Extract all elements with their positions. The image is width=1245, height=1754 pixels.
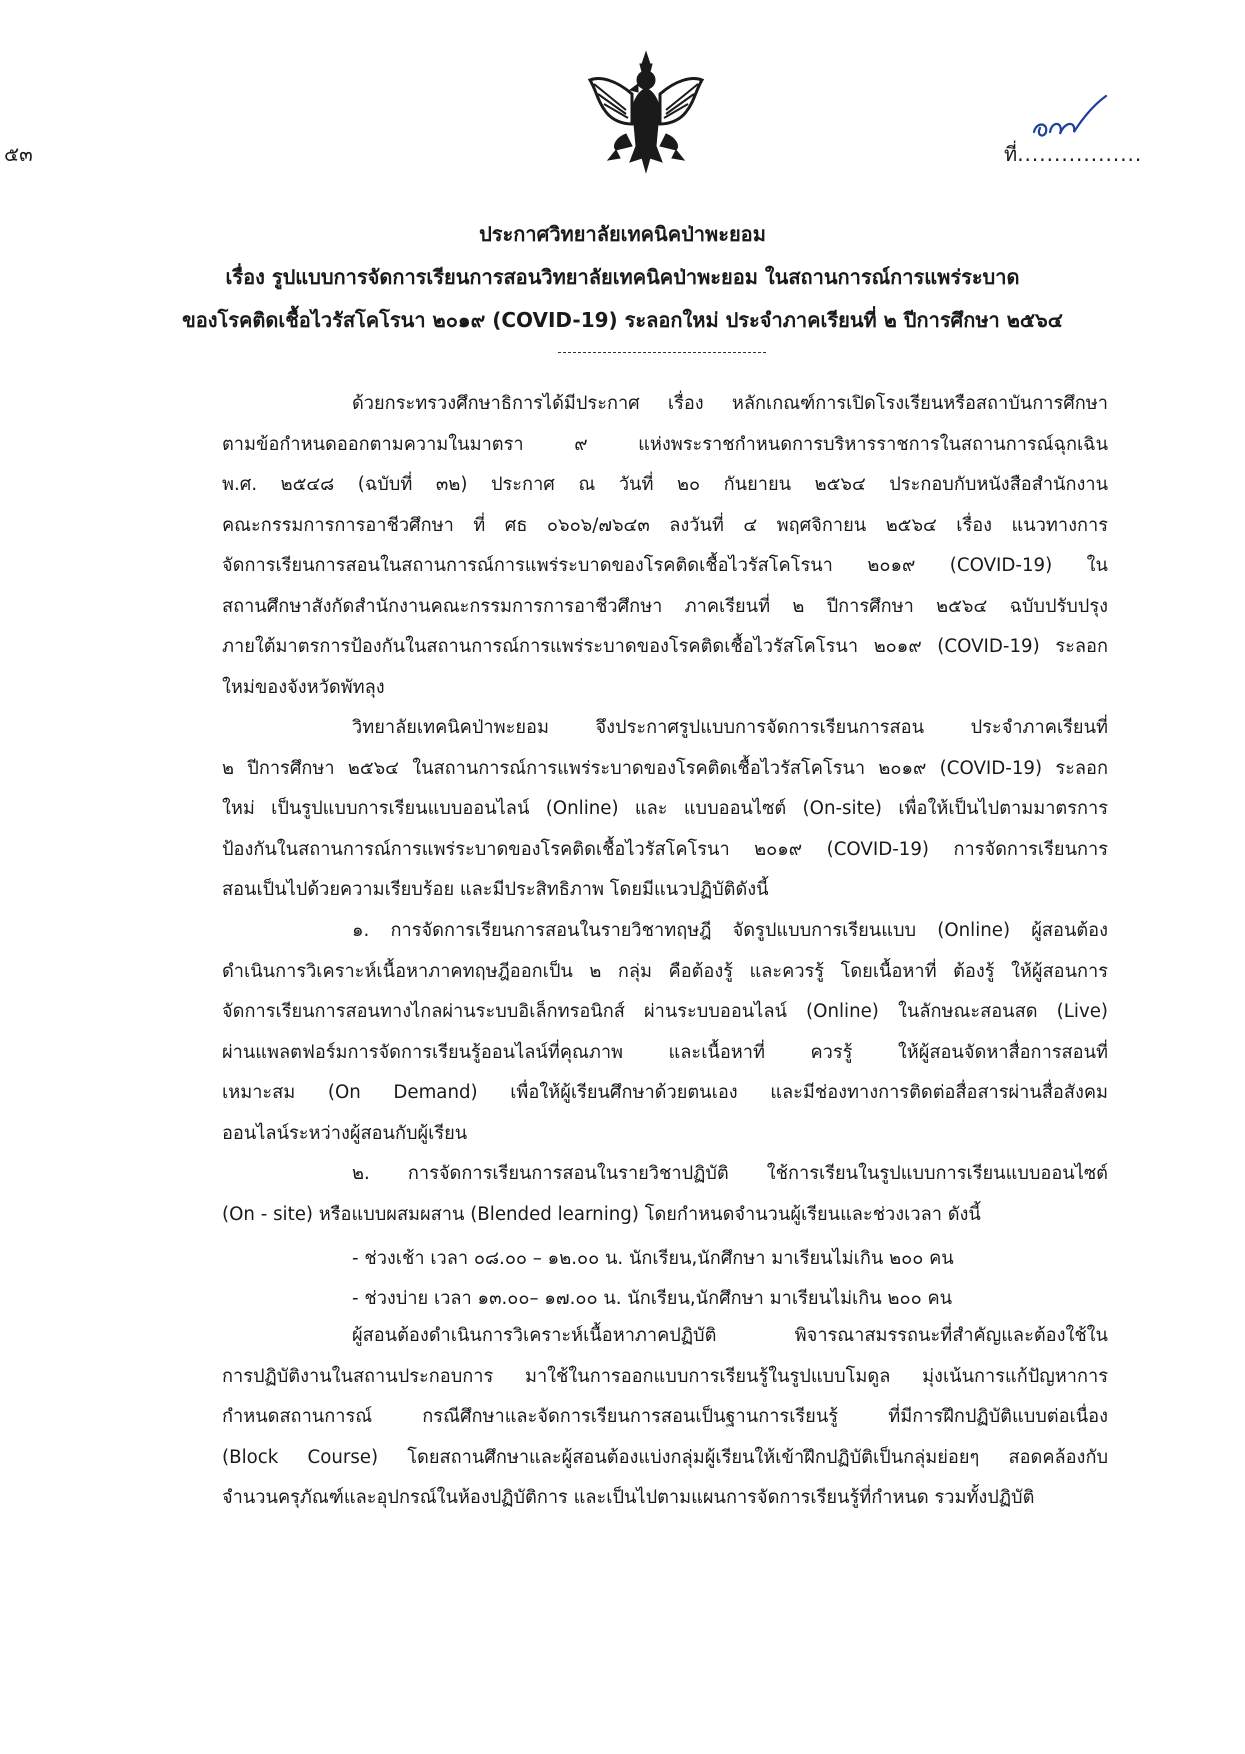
ref-label: ที่ (1004, 142, 1018, 166)
paragraph-3 (222, 911, 1108, 1154)
text-line: จำนวนครุภัณฑ์และอุปกรณ์ในห้องปฏิบัติการ และเป็นไปตามแผนการจัดการเรียนรู้ที่กำหนด รวมทั้งปฏิบัติ (222, 1487, 1035, 1508)
text-line: จัดการเรียนการสอนทางไกลผ่านระบบอิเล็กทรอนิกส์ ผ่านระบบออนไลน์ (Online) ในลักษณะสอนสด (Live) (222, 1001, 1108, 1022)
text-line: ๒. การจัดการเรียนการสอนในรายวิชาปฏิบัติ ใช้การเรียนในรูปแบบการเรียนแบบออนไซต์ (352, 1163, 1108, 1184)
title-divider (558, 352, 766, 353)
text-line: เหมาะสม (On Demand) เพื่อให้ผู้เรียนศึกษาด้วยตนเอง และมีช่องทางการติดต่อสื่อสารผ่านสื่อสังคม (222, 1082, 1108, 1103)
text-line: ภายใต้มาตรการป้องกันในสถานการณ์การแพร่ระบาดของโรคติดเชื้อไวรัสโคโรนา ๒๐๑๙ (COVID-19) ระลอก (222, 636, 1108, 657)
text-line: ๒ ปีการศึกษา ๒๕๖๔ ในสถานการณ์การแพร่ระบาดของโรคติดเชื้อไวรัสโคโรนา ๒๐๑๙ (COVID-19) ระลอก (222, 757, 1108, 779)
garuda-emblem-icon (586, 50, 706, 178)
paragraph-1 (222, 384, 1108, 708)
text-line: การปฏิบัติงานในสถานประกอบการ มาใช้ในการออกแบบการเรียนรู้ในรูปแบบโมดูล มุ่งเน้นการแก้ปัญหาการ (222, 1365, 1108, 1387)
ref-number-value: ๕๓ (4, 142, 33, 166)
text-line: (Block Course) โดยสถานศึกษาและผู้สอนต้องแบ่งกลุ่มผู้เรียนให้เข้าฝึกปฏิบัติเป็นกลุ่มย่อยๆ สอดคล้องกับ (222, 1446, 1108, 1468)
ref-number-label: ที่................. ๕๓ (1004, 138, 1142, 170)
text-line: (On - site) หรือแบบผสมผสาน (Blended learning) โดยกำหนดจำนวนผู้เรียนและช่วงเวลา ดังนี้ (222, 1203, 981, 1225)
announcement-title: ประกาศวิทยาลัยเทคนิคป่าพะยอม (479, 222, 766, 246)
text-line: ผ่านแพลตฟอร์มการจัดการเรียนรู้ออนไลน์ที่คุณภาพ และเนื้อหาที่ ควรรู้ ให้ผู้สอนจัดหาสื่อการสอนที่ (222, 1041, 1108, 1063)
paragraph-4 (222, 1154, 1108, 1235)
text-line: ป้องกันในสถานการณ์การแพร่ระบาดของโรคติดเชื้อไวรัสโคโรนา ๒๐๑๙ (COVID-19) การจัดการเรียนการ (222, 838, 1108, 860)
subject-line-2: ของโรคติดเชื้อไวรัสโคโรนา ๒๐๑๙ (COVID-19) ระลอกใหม่ ประจำภาคเรียนที่ ๒ ปีการศึกษา ๒๕๖๔ (182, 308, 1063, 332)
text-line: พ.ศ. ๒๕๔๘ (ฉบับที่ ๓๒) ประกาศ ณ วันที่ ๒๐ กันยายน ๒๕๖๔ ประกอบกับหนังสือสำนักงาน (222, 474, 1108, 495)
text-line: ออนไลน์ระหว่างผู้สอนกับผู้เรียน (222, 1122, 468, 1144)
text-line: ๑. การจัดการเรียนการสอนในรายวิชาทฤษฎี จัดรูปแบบการเรียนแบบ (Online) ผู้สอนต้อง (352, 920, 1108, 941)
text-line: วิทยาลัยเทคนิคป่าพะยอม จึงประกาศรูปแบบการจัดการเรียนการสอน ประจำภาคเรียนที่ (352, 717, 1108, 738)
text-line: ผู้สอนต้องดำเนินการวิเคราะห์เนื้อหาภาคปฏิบัติ พิจารณาสมรรถนะที่สำคัญและต้องใช้ใน (352, 1325, 1108, 1346)
schedule-afternoon: - ช่วงบ่าย เวลา ๑๓.๐๐– ๑๗.๐๐ น. นักเรียน,นักศึกษา มาเรียนไม่เกิน ๒๐๐ คน (352, 1288, 953, 1309)
text-line: ด้วยกระทรวงศึกษาธิการได้มีประกาศ เรื่อง หลักเกณฑ์การเปิดโรงเรียนหรือสถาบันการศึกษา (352, 393, 1108, 414)
text-line: กำหนดสถานการณ์ กรณีศึกษาและจัดการเรียนการสอนเป็นฐานการเรียนรู้ ที่มีการฝึกปฏิบัติแบบต่อเนื่อง (222, 1406, 1108, 1427)
text-line: ตามข้อกำหนดออกตามความในมาตรา ๙ แห่งพระราชกำหนดการบริหารราชการในสถานการณ์ฉุกเฉิน (222, 433, 1108, 455)
text-line: สอนเป็นไปด้วยความเรียบร้อย และมีประสิทธิภาพ โดยมีแนวปฏิบัติดังนี้ (222, 879, 769, 900)
handwritten-ref-number (1030, 92, 1110, 142)
text-line: ใหม่ เป็นรูปแบบการเรียนแบบออนไลน์ (Online) และ แบบออนไซต์ (On-site) เพื่อให้เป็นไปตามมาตรการ (222, 798, 1108, 819)
paragraph-2 (222, 708, 1108, 911)
text-line: ใหม่ของจังหวัดพัทลุง (222, 676, 385, 698)
subject-line-1: เรื่อง รูปแบบการจัดการเรียนการสอนวิทยาลัยเทคนิคป่าพะยอม ในสถานการณ์การแพร่ระบาด (225, 265, 1020, 289)
paragraph-5 (222, 1316, 1108, 1519)
text-line: จัดการเรียนการสอนในสถานการณ์การแพร่ระบาดของโรคติดเชื้อไวรัสโคโรนา ๒๐๑๙ (COVID-19) ใน (222, 555, 1108, 576)
text-line: ดำเนินการวิเคราะห์เนื้อหาภาคทฤษฎีออกเป็น ๒ กลุ่ม คือต้องรู้ และควรรู้ โดยเนื้อหาที่ ต้องรู้ ให้ผู้สอนการ (222, 960, 1108, 982)
text-line: คณะกรรมการการอาชีวศึกษา ที่ ศธ ๐๖๐๖/๗๖๔๓ ลงวันที่ ๔ พฤศจิกายน ๒๕๖๔ เรื่อง แนวทางการ (222, 514, 1108, 536)
text-line: สถานศึกษาสังกัดสำนักงานคณะกรรมการการอาชีวศึกษา ภาคเรียนที่ ๒ ปีการศึกษา ๒๕๖๔ ฉบับปรับปรุง (222, 595, 1108, 617)
schedule-morning: - ช่วงเช้า เวลา ๐๘.๐๐ – ๑๒.๐๐ น. นักเรียน,นักศึกษา มาเรียนไม่เกิน ๒๐๐ คน (352, 1248, 954, 1269)
